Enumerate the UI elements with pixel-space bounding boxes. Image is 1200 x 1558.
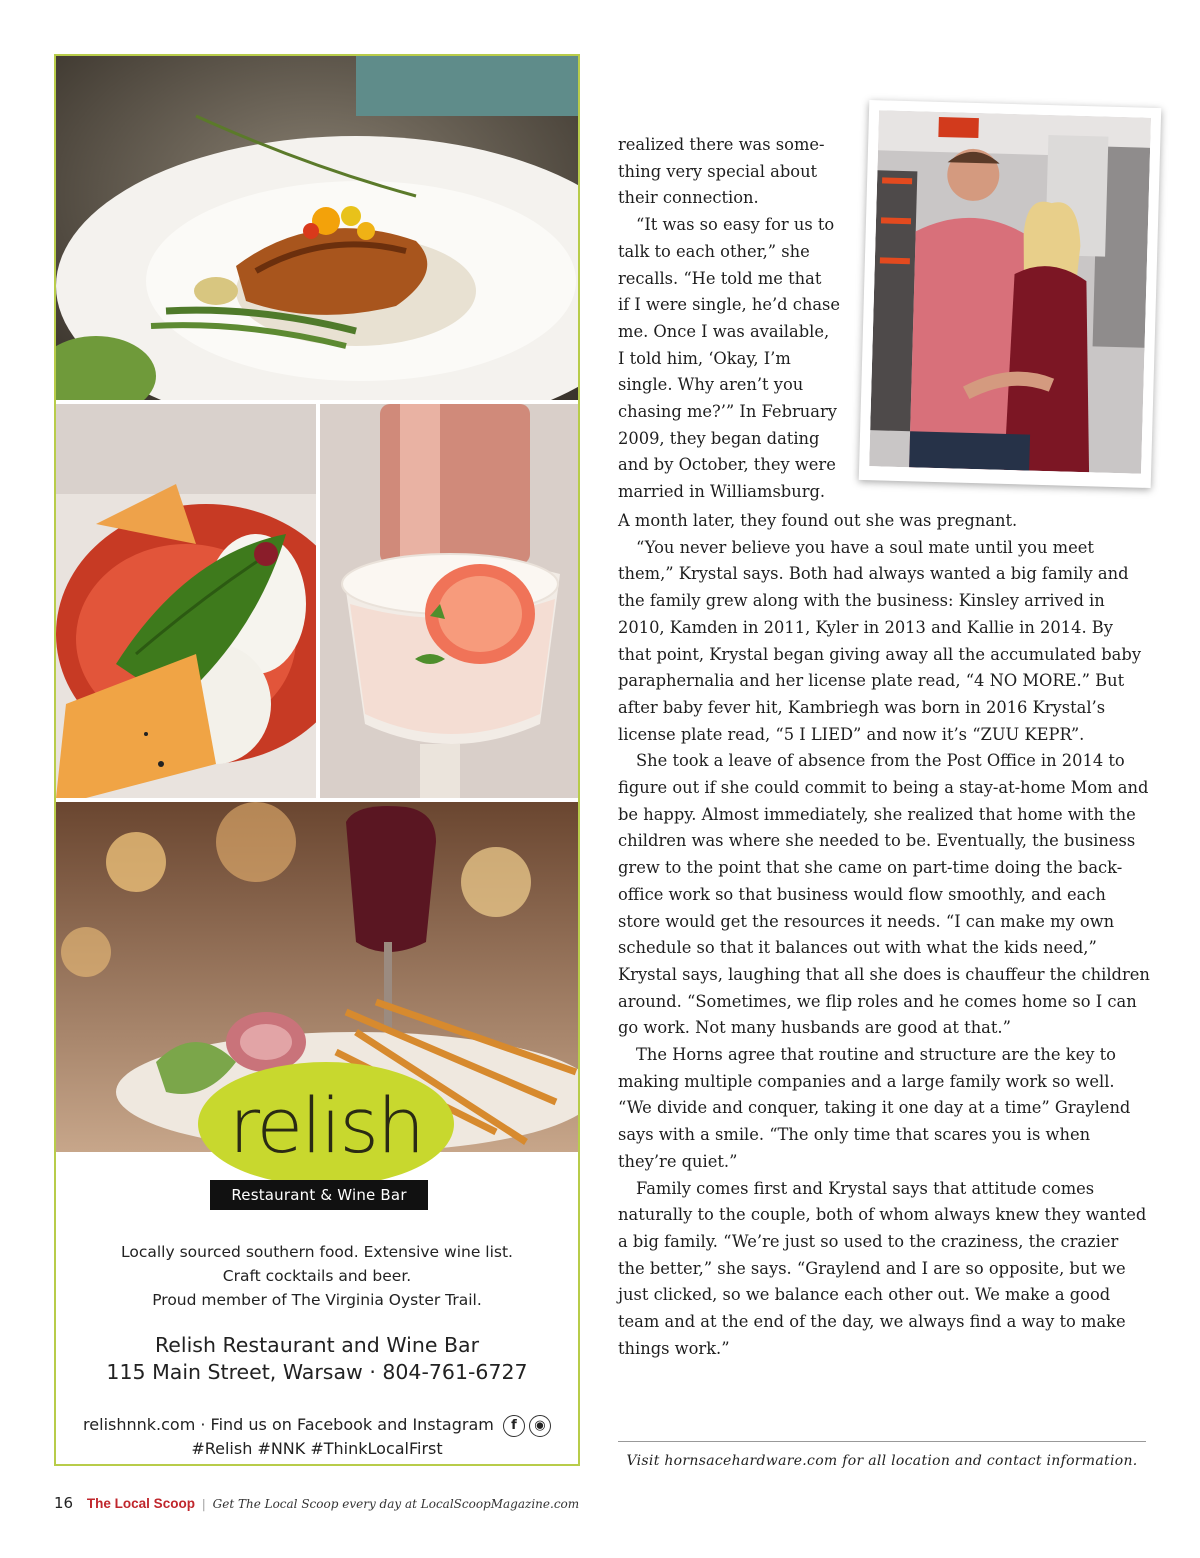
ad-business-block [56, 1332, 578, 1386]
relish-logo-text: relish [228, 1081, 424, 1170]
article-paragraph: She took a leave of absence from the Post Office in 2014 to figure out if she could commit to being a stay-at-home Mom and be happy. Almost immediately, she realized that home with the children was where she needed to be. Eventually, the business grew to the point that she came on part-time doing the back-office work so that business would flow smoothly, and each store would get the resources it needs. “I can make my own schedule so that it balances out with what the kids need,” Krystal says, laughing that all she does is chauffeur the children around. “Sometimes, we flip roles and he comes home so I can go work. Not many husbands are good at that.” [618, 751, 1150, 1038]
footer-tagline: Get The Local Scoop every day at LocalScoopMagazine.com [212, 1497, 580, 1511]
ad-hashtags: #Relish #NNK #ThinkLocalFirst [191, 1439, 443, 1458]
article-line: married in Williamsburg. [618, 482, 826, 502]
article-wide-column [618, 508, 1150, 1363]
facebook-icon[interactable]: f [503, 1415, 525, 1437]
article-line: thing very special about [618, 161, 818, 181]
page-number: 16 [54, 1494, 74, 1512]
ad-description-line: Craft cocktails and beer. [222, 1267, 412, 1285]
article-narrow-column [618, 132, 850, 506]
ad-address-phone: 115 Main Street, Warsaw · 804-761-6727 [106, 1360, 528, 1384]
divider [618, 1441, 1146, 1442]
article-paragraph: Family comes first and Krystal says that attitude comes naturally to the couple, both of whom always knew they wanted a big family. “We’re just so used to the craziness, the crazier the better,” she says. “Graylend and I are so opposite, but we just clicked, so we balance each other out. We make a good team and at the end of the day, we always find a way to make things work.” [618, 1178, 1147, 1358]
article-line: and by October, they were [618, 455, 836, 475]
article-line: realized there was some- [618, 135, 825, 154]
couple-photo [859, 100, 1161, 488]
ad-business-name: Relish Restaurant and Wine Bar [154, 1333, 480, 1357]
caprese-salad-photo [56, 404, 316, 798]
article-line: 2009, they began dating [618, 428, 820, 448]
article-line: me. Once I was available, [618, 321, 830, 341]
instagram-icon[interactable]: ◉ [529, 1415, 551, 1437]
article-line: if I were single, he’d chase [618, 295, 841, 315]
article-paragraph: The Horns agree that routine and structure are the key to making multiple companies and a large family work so well. “We divide and conquer, taking it one day at a time” Graylend says with a smile. “The only time that scares you is when they’re quiet.” [618, 1045, 1131, 1171]
magazine-brand: The Local Scoop [86, 1496, 195, 1511]
article-line: recalls. “He told me that [618, 268, 822, 288]
article-paragraph: “You never believe you have a soul mate until you meet them,” Krystal says. Both had always wanted a big family and the family grew along with the business: Kinsley arrived in 2010, Kamden in 2011, Kyler in 2013 and Kallie in 2014. By that point, Krystal began giving away all the accumulated baby paraphernalia and her license plate read, “4 NO MORE.” But after baby fever hit, Kambriegh was born in 2016 Krystal’s license plate read, “5 I LIED” and now it’s “ZUU KEPR”. [618, 537, 1142, 744]
ad-description [56, 1240, 578, 1312]
visit-note: Visit hornsacehardware.com for all location and contact information. [626, 1453, 1138, 1469]
article-line: chasing me?’” In February [618, 402, 837, 422]
article-line: I told him, ‘Okay, I’m [618, 348, 791, 368]
ad-contact-block [56, 1413, 578, 1461]
relish-advertisement [54, 54, 580, 1466]
ad-web-line: relishnnk.com · Find us on Facebook and Instagram [83, 1415, 494, 1434]
ad-description-line: Locally sourced southern food. Extensive wine list. [121, 1243, 513, 1261]
ad-tagline: Restaurant & Wine Bar [210, 1180, 428, 1210]
article-line: single. Why aren’t you [618, 375, 804, 395]
page-footer [54, 1494, 579, 1512]
article-line: talk to each other,” she [618, 241, 810, 261]
article-line: “It was so easy for us to [636, 215, 835, 235]
ad-description-line: Proud member of The Virginia Oyster Trail. [152, 1291, 482, 1309]
grapefruit-cocktail-photo [320, 404, 578, 798]
relish-logo [196, 1060, 456, 1188]
article-line: their connection. [618, 188, 759, 208]
plated-fish-photo [56, 56, 578, 400]
footer-separator: | [201, 1497, 206, 1511]
article-paragraph: A month later, they found out she was pregnant. [618, 511, 1018, 530]
